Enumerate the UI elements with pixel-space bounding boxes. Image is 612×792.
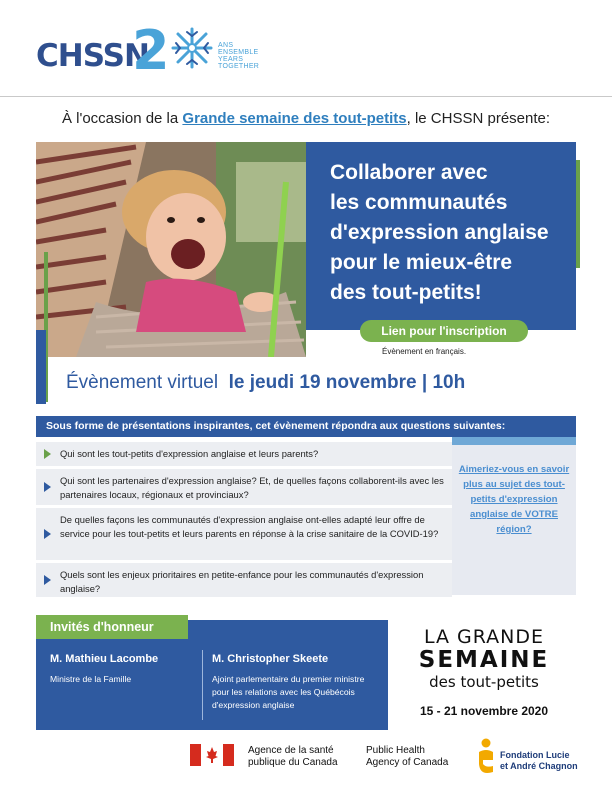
question-item: Qui sont les partenaires d'expression anglaise? Et, de quelles façons collaborent-ils avec les partenaires locaux, régionaux et provinciaux? xyxy=(36,469,452,505)
registration-button[interactable]: Lien pour l'inscription xyxy=(360,320,528,342)
grande-semaine-dates: 15 - 21 novembre 2020 xyxy=(419,704,549,718)
question-item: De quelles façons les communautés d'expression anglaise ont-elles adapté leur offre de service pour les tout-petits et leurs parents en réponse à la crise sanitaire de la COVID-19? xyxy=(36,508,452,560)
triangle-bullet-icon xyxy=(44,575,51,585)
logo-tagline: ANS ENSEMBLE YEARS TOGETHER xyxy=(218,42,260,70)
chssn-logo: CHSSN xyxy=(36,38,149,74)
logo-number: 2 xyxy=(132,19,167,82)
triangle-bullet-icon xyxy=(44,482,51,492)
event-title: Collaborer avec les communautés d'expression anglaise pour le mieux-être des tout-petits! xyxy=(330,161,549,304)
questions-header: Sous forme de présentations inspirantes, cet évènement répondra aux questions suivantes: xyxy=(36,416,576,437)
question-item: Qui sont les tout-petits d'expression anglaise et leurs parents? xyxy=(36,442,452,466)
event-datetime: Évènement virtuel le jeudi 19 novembre | 10h xyxy=(66,372,466,393)
guests-divider xyxy=(202,650,203,720)
title-accent-line xyxy=(576,160,580,268)
phac-name-en: Public Health Agency of Canada xyxy=(366,745,449,768)
grande-semaine-line1: LA GRANDE xyxy=(423,626,545,648)
grande-semaine-link[interactable]: Grande semaine des tout-petits xyxy=(182,110,407,127)
foundation-name: Fondation Lucie et André Chagnon xyxy=(500,750,578,771)
guests-title: Invités d'honneur xyxy=(36,615,188,639)
snowflake-icon xyxy=(170,26,214,70)
canada-flag-icon xyxy=(190,744,234,766)
phac-name-fr: Agence de la santé publique du Canada xyxy=(248,745,338,768)
triangle-bullet-icon xyxy=(44,449,51,459)
guest-name: M. Mathieu Lacombe xyxy=(50,653,159,665)
guest-1 xyxy=(50,653,195,686)
guest-role: Ministre de la Famille xyxy=(50,674,132,684)
region-info-link[interactable]: Aimeriez-vous en savoir plus au sujet des tout-petits d'expression anglaise de VOTRE région? xyxy=(458,464,570,535)
foundation-logo-icon xyxy=(476,738,496,776)
grande-semaine-line2: SEMAINE xyxy=(418,647,550,673)
language-note: Évènement en français. xyxy=(382,347,467,356)
triangle-bullet-icon xyxy=(44,529,51,539)
guest-role: Ajoint parlementaire du premier ministre pour les relations avec les Québécois d'expression anglaise xyxy=(212,674,365,710)
question-item: Quels sont les enjeux prioritaires en petite-enfance pour les communautés d'expression anglaise? xyxy=(36,563,452,597)
guest-name: M. Christopher Skeete xyxy=(212,653,329,665)
header-divider xyxy=(0,96,612,97)
guest-2 xyxy=(212,653,382,712)
left-blue-bar xyxy=(36,330,46,404)
grande-semaine-line3: des tout-petits xyxy=(429,673,539,691)
intro-text: À l'occasion de la Grande semaine des tout-petits, le CHSSN présente: xyxy=(61,110,551,127)
child-hammock-photo xyxy=(36,142,306,357)
side-box-top-bar xyxy=(452,437,576,445)
